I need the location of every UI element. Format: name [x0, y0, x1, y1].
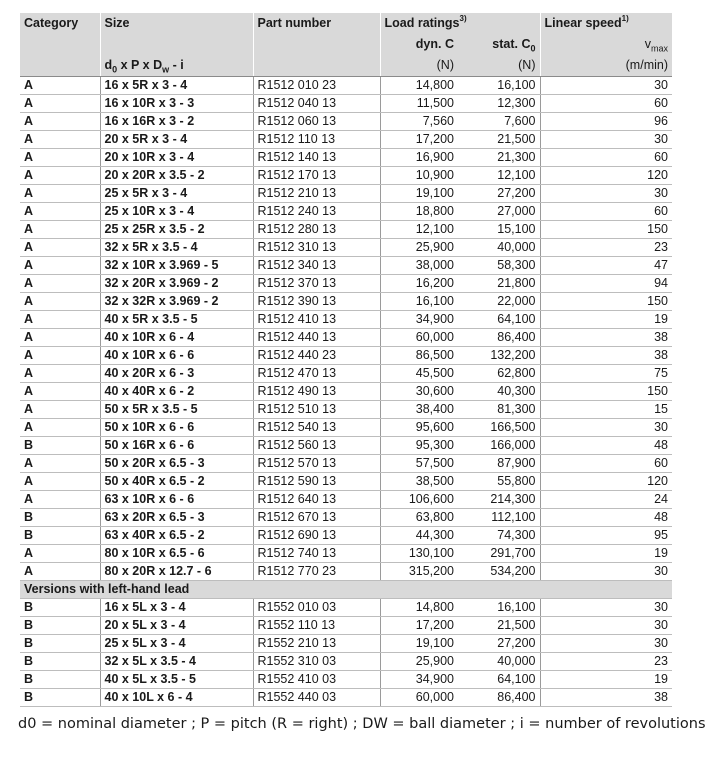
stat-load-cell: 74,300 [458, 527, 540, 545]
dyn-load-cell: 60,000 [380, 689, 458, 707]
size-cell: 50 x 16R x 6 - 6 [100, 437, 253, 455]
dyn-load-cell: 95,600 [380, 419, 458, 437]
dyn-load-cell: 63,800 [380, 509, 458, 527]
table-row [20, 221, 672, 239]
table-row [20, 311, 672, 329]
dyn-load-cell: 16,900 [380, 149, 458, 167]
dyn-load-cell: 17,200 [380, 617, 458, 635]
size-cell: 32 x 32R x 3.969 - 2 [100, 293, 253, 311]
category-cell: B [20, 509, 100, 527]
part-number-cell: R1512 540 13 [253, 419, 380, 437]
category-cell: A [20, 329, 100, 347]
size-cell: 20 x 5L x 3 - 4 [100, 617, 253, 635]
header-speed-unit: (m/min) [540, 55, 672, 77]
part-number-cell: R1552 010 03 [253, 599, 380, 617]
speed-cell: 15 [540, 401, 672, 419]
stat-load-cell: 21,500 [458, 617, 540, 635]
left-hand-section-heading-row [20, 581, 672, 599]
stat-load-cell: 16,100 [458, 77, 540, 95]
category-cell: A [20, 221, 100, 239]
part-number-cell: R1512 510 13 [253, 401, 380, 419]
category-cell: B [20, 527, 100, 545]
header-load-ratings: Load ratings$^{3)}$ [380, 13, 540, 34]
dyn-load-cell: 11,500 [380, 95, 458, 113]
part-number-cell: R1512 440 13 [253, 329, 380, 347]
part-number-cell: R1552 210 13 [253, 635, 380, 653]
stat-load-cell: 21,500 [458, 131, 540, 149]
part-number-cell: R1512 740 13 [253, 545, 380, 563]
category-cell: A [20, 77, 100, 95]
size-cell: 50 x 20R x 6.5 - 3 [100, 455, 253, 473]
speed-cell: 150 [540, 383, 672, 401]
part-number-cell: R1512 060 13 [253, 113, 380, 131]
speed-cell: 30 [540, 635, 672, 653]
part-number-cell: R1512 370 13 [253, 275, 380, 293]
size-cell: 32 x 5R x 3.5 - 4 [100, 239, 253, 257]
category-cell: B [20, 617, 100, 635]
table-row [20, 473, 672, 491]
part-number-cell: R1552 310 03 [253, 653, 380, 671]
part-number-cell: R1512 410 13 [253, 311, 380, 329]
speed-cell: 30 [540, 599, 672, 617]
stat-load-cell: 86,400 [458, 329, 540, 347]
table-row [20, 689, 672, 707]
speed-cell: 60 [540, 203, 672, 221]
stat-load-cell: 15,100 [458, 221, 540, 239]
part-number-cell: R1512 210 13 [253, 185, 380, 203]
stat-load-cell: 40,000 [458, 239, 540, 257]
dyn-load-cell: 315,200 [380, 563, 458, 581]
stat-load-cell: 132,200 [458, 347, 540, 365]
category-cell: A [20, 491, 100, 509]
category-cell: A [20, 185, 100, 203]
part-number-cell: R1512 690 13 [253, 527, 380, 545]
category-cell: A [20, 149, 100, 167]
dyn-load-cell: 38,000 [380, 257, 458, 275]
stat-load-cell: 22,000 [458, 293, 540, 311]
part-number-cell: R1552 110 13 [253, 617, 380, 635]
table-row [20, 437, 672, 455]
part-number-cell: R1512 310 13 [253, 239, 380, 257]
category-cell: A [20, 275, 100, 293]
speed-cell: 120 [540, 167, 672, 185]
header-linear-speed: Linear speed$^{1)}$ [540, 13, 672, 34]
size-cell: 40 x 5L x 3.5 - 5 [100, 671, 253, 689]
speed-cell: 60 [540, 95, 672, 113]
part-number-cell: R1512 440 23 [253, 347, 380, 365]
dyn-load-cell: 44,300 [380, 527, 458, 545]
table-row [20, 365, 672, 383]
header-dyn-c: dyn. C [380, 34, 458, 55]
dyn-load-cell: 12,100 [380, 221, 458, 239]
stat-load-cell: 64,100 [458, 671, 540, 689]
dyn-load-cell: 16,200 [380, 275, 458, 293]
stat-load-cell: 86,400 [458, 689, 540, 707]
dyn-load-cell: 16,100 [380, 293, 458, 311]
category-cell: A [20, 455, 100, 473]
size-cell: 63 x 10R x 6 - 6 [100, 491, 253, 509]
part-number-cell: R1512 170 13 [253, 167, 380, 185]
header-stat-c0: stat. $C_0$ [458, 34, 540, 55]
dyn-load-cell: 95,300 [380, 437, 458, 455]
speed-cell: 23 [540, 653, 672, 671]
category-cell: A [20, 473, 100, 491]
size-cell: 25 x 5L x 3 - 4 [100, 635, 253, 653]
speed-cell: 120 [540, 473, 672, 491]
dyn-load-cell: 17,200 [380, 131, 458, 149]
dyn-load-cell: 34,900 [380, 311, 458, 329]
table-row [20, 545, 672, 563]
dyn-load-cell: 19,100 [380, 635, 458, 653]
stat-load-cell: 64,100 [458, 311, 540, 329]
speed-cell: 94 [540, 275, 672, 293]
table-row [20, 131, 672, 149]
part-number-cell: R1512 640 13 [253, 491, 380, 509]
left-hand-section-title: Versions with left-hand lead [20, 581, 672, 599]
table-row [20, 329, 672, 347]
size-cell: 25 x 25R x 3.5 - 2 [100, 221, 253, 239]
part-number-cell: R1512 490 13 [253, 383, 380, 401]
stat-load-cell: 40,300 [458, 383, 540, 401]
stat-load-cell: 7,600 [458, 113, 540, 131]
size-cell: 40 x 10L x 6 - 4 [100, 689, 253, 707]
size-cell: 20 x 5R x 3 - 4 [100, 131, 253, 149]
table-row [20, 401, 672, 419]
dyn-load-cell: 86,500 [380, 347, 458, 365]
ball-screw-spec-table [20, 13, 672, 707]
speed-cell: 19 [540, 545, 672, 563]
size-cell: 16 x 5L x 3 - 4 [100, 599, 253, 617]
table-row [20, 149, 672, 167]
speed-cell: 38 [540, 329, 672, 347]
part-number-cell: R1512 470 13 [253, 365, 380, 383]
part-number-cell: R1512 340 13 [253, 257, 380, 275]
part-number-cell: R1512 010 23 [253, 77, 380, 95]
size-cell: 40 x 5R x 3.5 - 5 [100, 311, 253, 329]
speed-cell: 30 [540, 77, 672, 95]
header-vmax: $v_{max}$ [540, 34, 672, 55]
dyn-load-cell: 106,600 [380, 491, 458, 509]
category-cell: A [20, 401, 100, 419]
category-cell: A [20, 545, 100, 563]
stat-load-cell: 16,100 [458, 599, 540, 617]
size-cell: 32 x 10R x 3.969 - 5 [100, 257, 253, 275]
category-cell: B [20, 599, 100, 617]
category-cell: A [20, 203, 100, 221]
dyn-load-cell: 7,560 [380, 113, 458, 131]
speed-cell: 30 [540, 185, 672, 203]
dyn-load-cell: 14,800 [380, 77, 458, 95]
table-row [20, 599, 672, 617]
size-cell: 80 x 20R x 12.7 - 6 [100, 563, 253, 581]
size-cell: 16 x 10R x 3 - 3 [100, 95, 253, 113]
stat-load-cell: 27,000 [458, 203, 540, 221]
table-row [20, 185, 672, 203]
size-cell: 50 x 10R x 6 - 6 [100, 419, 253, 437]
left-hand-section [20, 581, 672, 599]
category-cell: B [20, 653, 100, 671]
table-row [20, 563, 672, 581]
stat-load-cell: 27,200 [458, 185, 540, 203]
table-row [20, 167, 672, 185]
dyn-load-cell: 60,000 [380, 329, 458, 347]
size-cell: 40 x 10R x 6 - 6 [100, 347, 253, 365]
category-cell: B [20, 689, 100, 707]
speed-cell: 150 [540, 293, 672, 311]
speed-cell: 60 [540, 149, 672, 167]
category-cell: A [20, 257, 100, 275]
header-size-formula: $d_0$ x P x $D_w$ - i [100, 55, 253, 77]
stat-load-cell: 166,500 [458, 419, 540, 437]
table-row [20, 113, 672, 131]
dyn-load-cell: 38,400 [380, 401, 458, 419]
dyn-load-cell: 19,100 [380, 185, 458, 203]
part-number-cell: R1512 770 23 [253, 563, 380, 581]
table-row [20, 77, 672, 95]
table-row [20, 293, 672, 311]
table-row [20, 239, 672, 257]
category-cell: A [20, 131, 100, 149]
part-number-cell: R1512 140 13 [253, 149, 380, 167]
table-row [20, 275, 672, 293]
dyn-load-cell: 18,800 [380, 203, 458, 221]
category-cell: B [20, 437, 100, 455]
table-row [20, 653, 672, 671]
stat-load-cell: 58,300 [458, 257, 540, 275]
table-body-right-hand [20, 77, 672, 581]
speed-cell: 47 [540, 257, 672, 275]
stat-load-cell: 21,800 [458, 275, 540, 293]
size-cell: 32 x 5L x 3.5 - 4 [100, 653, 253, 671]
size-cell: 63 x 20R x 6.5 - 3 [100, 509, 253, 527]
part-number-cell: R1512 110 13 [253, 131, 380, 149]
table-row [20, 455, 672, 473]
stat-load-cell: 112,100 [458, 509, 540, 527]
category-cell: A [20, 347, 100, 365]
stat-load-cell: 40,000 [458, 653, 540, 671]
part-number-cell: R1512 570 13 [253, 455, 380, 473]
category-cell: A [20, 95, 100, 113]
speed-cell: 30 [540, 131, 672, 149]
stat-load-cell: 12,100 [458, 167, 540, 185]
dyn-load-cell: 38,500 [380, 473, 458, 491]
header-stat-unit: (N) [458, 55, 540, 77]
size-cell: 20 x 10R x 3 - 4 [100, 149, 253, 167]
size-cell: 25 x 10R x 3 - 4 [100, 203, 253, 221]
part-number-cell: R1512 040 13 [253, 95, 380, 113]
category-cell: A [20, 113, 100, 131]
speed-cell: 30 [540, 563, 672, 581]
category-cell: B [20, 671, 100, 689]
table-row [20, 95, 672, 113]
header-size: Size [100, 13, 253, 34]
table-row [20, 383, 672, 401]
size-cell: 40 x 20R x 6 - 3 [100, 365, 253, 383]
stat-load-cell: 81,300 [458, 401, 540, 419]
speed-cell: 95 [540, 527, 672, 545]
table-row [20, 347, 672, 365]
size-cell: 25 x 5R x 3 - 4 [100, 185, 253, 203]
category-cell: A [20, 365, 100, 383]
category-cell: B [20, 635, 100, 653]
speed-cell: 24 [540, 491, 672, 509]
category-cell: A [20, 311, 100, 329]
dyn-load-cell: 25,900 [380, 239, 458, 257]
stat-load-cell: 291,700 [458, 545, 540, 563]
dyn-load-cell: 10,900 [380, 167, 458, 185]
size-cell: 50 x 40R x 6.5 - 2 [100, 473, 253, 491]
stat-load-cell: 166,000 [458, 437, 540, 455]
speed-cell: 48 [540, 437, 672, 455]
part-number-cell: R1512 390 13 [253, 293, 380, 311]
stat-load-cell: 87,900 [458, 455, 540, 473]
size-cell: 20 x 20R x 3.5 - 2 [100, 167, 253, 185]
part-number-cell: R1552 410 03 [253, 671, 380, 689]
speed-cell: 38 [540, 347, 672, 365]
category-cell: A [20, 167, 100, 185]
category-cell: A [20, 383, 100, 401]
table-body-left-hand [20, 599, 672, 707]
stat-load-cell: 12,300 [458, 95, 540, 113]
part-number-cell: R1552 440 03 [253, 689, 380, 707]
header-dyn-unit: (N) [380, 55, 458, 77]
size-cell: 32 x 20R x 3.969 - 2 [100, 275, 253, 293]
table-row [20, 419, 672, 437]
speed-cell: 75 [540, 365, 672, 383]
dyn-load-cell: 30,600 [380, 383, 458, 401]
stat-load-cell: 214,300 [458, 491, 540, 509]
table-row [20, 617, 672, 635]
speed-cell: 38 [540, 689, 672, 707]
linear-speed-footnote-ref: 1) [621, 13, 629, 23]
table-row [20, 671, 672, 689]
part-number-cell: R1512 590 13 [253, 473, 380, 491]
size-cell: 40 x 40R x 6 - 2 [100, 383, 253, 401]
size-cell: 16 x 5R x 3 - 4 [100, 77, 253, 95]
speed-cell: 23 [540, 239, 672, 257]
stat-load-cell: 27,200 [458, 635, 540, 653]
stat-load-cell: 534,200 [458, 563, 540, 581]
part-number-cell: R1512 560 13 [253, 437, 380, 455]
size-cell: 63 x 40R x 6.5 - 2 [100, 527, 253, 545]
size-cell: 16 x 16R x 3 - 2 [100, 113, 253, 131]
size-cell: 40 x 10R x 6 - 4 [100, 329, 253, 347]
part-number-cell: R1512 670 13 [253, 509, 380, 527]
table-row [20, 257, 672, 275]
table-row [20, 509, 672, 527]
size-cell: 50 x 5R x 3.5 - 5 [100, 401, 253, 419]
stat-load-cell: 62,800 [458, 365, 540, 383]
table-row [20, 635, 672, 653]
stat-load-cell: 21,300 [458, 149, 540, 167]
speed-cell: 19 [540, 671, 672, 689]
load-ratings-footnote-ref: 3) [459, 13, 467, 23]
dyn-load-cell: 34,900 [380, 671, 458, 689]
category-cell: A [20, 419, 100, 437]
speed-cell: 60 [540, 455, 672, 473]
size-cell: 80 x 10R x 6.5 - 6 [100, 545, 253, 563]
table-row [20, 203, 672, 221]
dyn-load-cell: 130,100 [380, 545, 458, 563]
speed-cell: 96 [540, 113, 672, 131]
header-category: Category [20, 13, 100, 34]
dyn-load-cell: 45,500 [380, 365, 458, 383]
speed-cell: 48 [540, 509, 672, 527]
part-number-cell: R1512 280 13 [253, 221, 380, 239]
dyn-load-cell: 14,800 [380, 599, 458, 617]
category-cell: A [20, 563, 100, 581]
part-number-cell: R1512 240 13 [253, 203, 380, 221]
footnote: d0 = nominal diameter ; P = pitch (R = right) ; DW = ball diameter ; i = number of revolutions [18, 716, 706, 732]
dyn-load-cell: 57,500 [380, 455, 458, 473]
speed-cell: 19 [540, 311, 672, 329]
speed-cell: 30 [540, 419, 672, 437]
stat-load-cell: 55,800 [458, 473, 540, 491]
category-cell: A [20, 293, 100, 311]
dyn-load-cell: 25,900 [380, 653, 458, 671]
category-cell: A [20, 239, 100, 257]
speed-cell: 150 [540, 221, 672, 239]
table-row [20, 527, 672, 545]
header-part-number: Part number [253, 13, 380, 34]
table-header [20, 13, 672, 77]
speed-cell: 30 [540, 617, 672, 635]
table-row [20, 491, 672, 509]
